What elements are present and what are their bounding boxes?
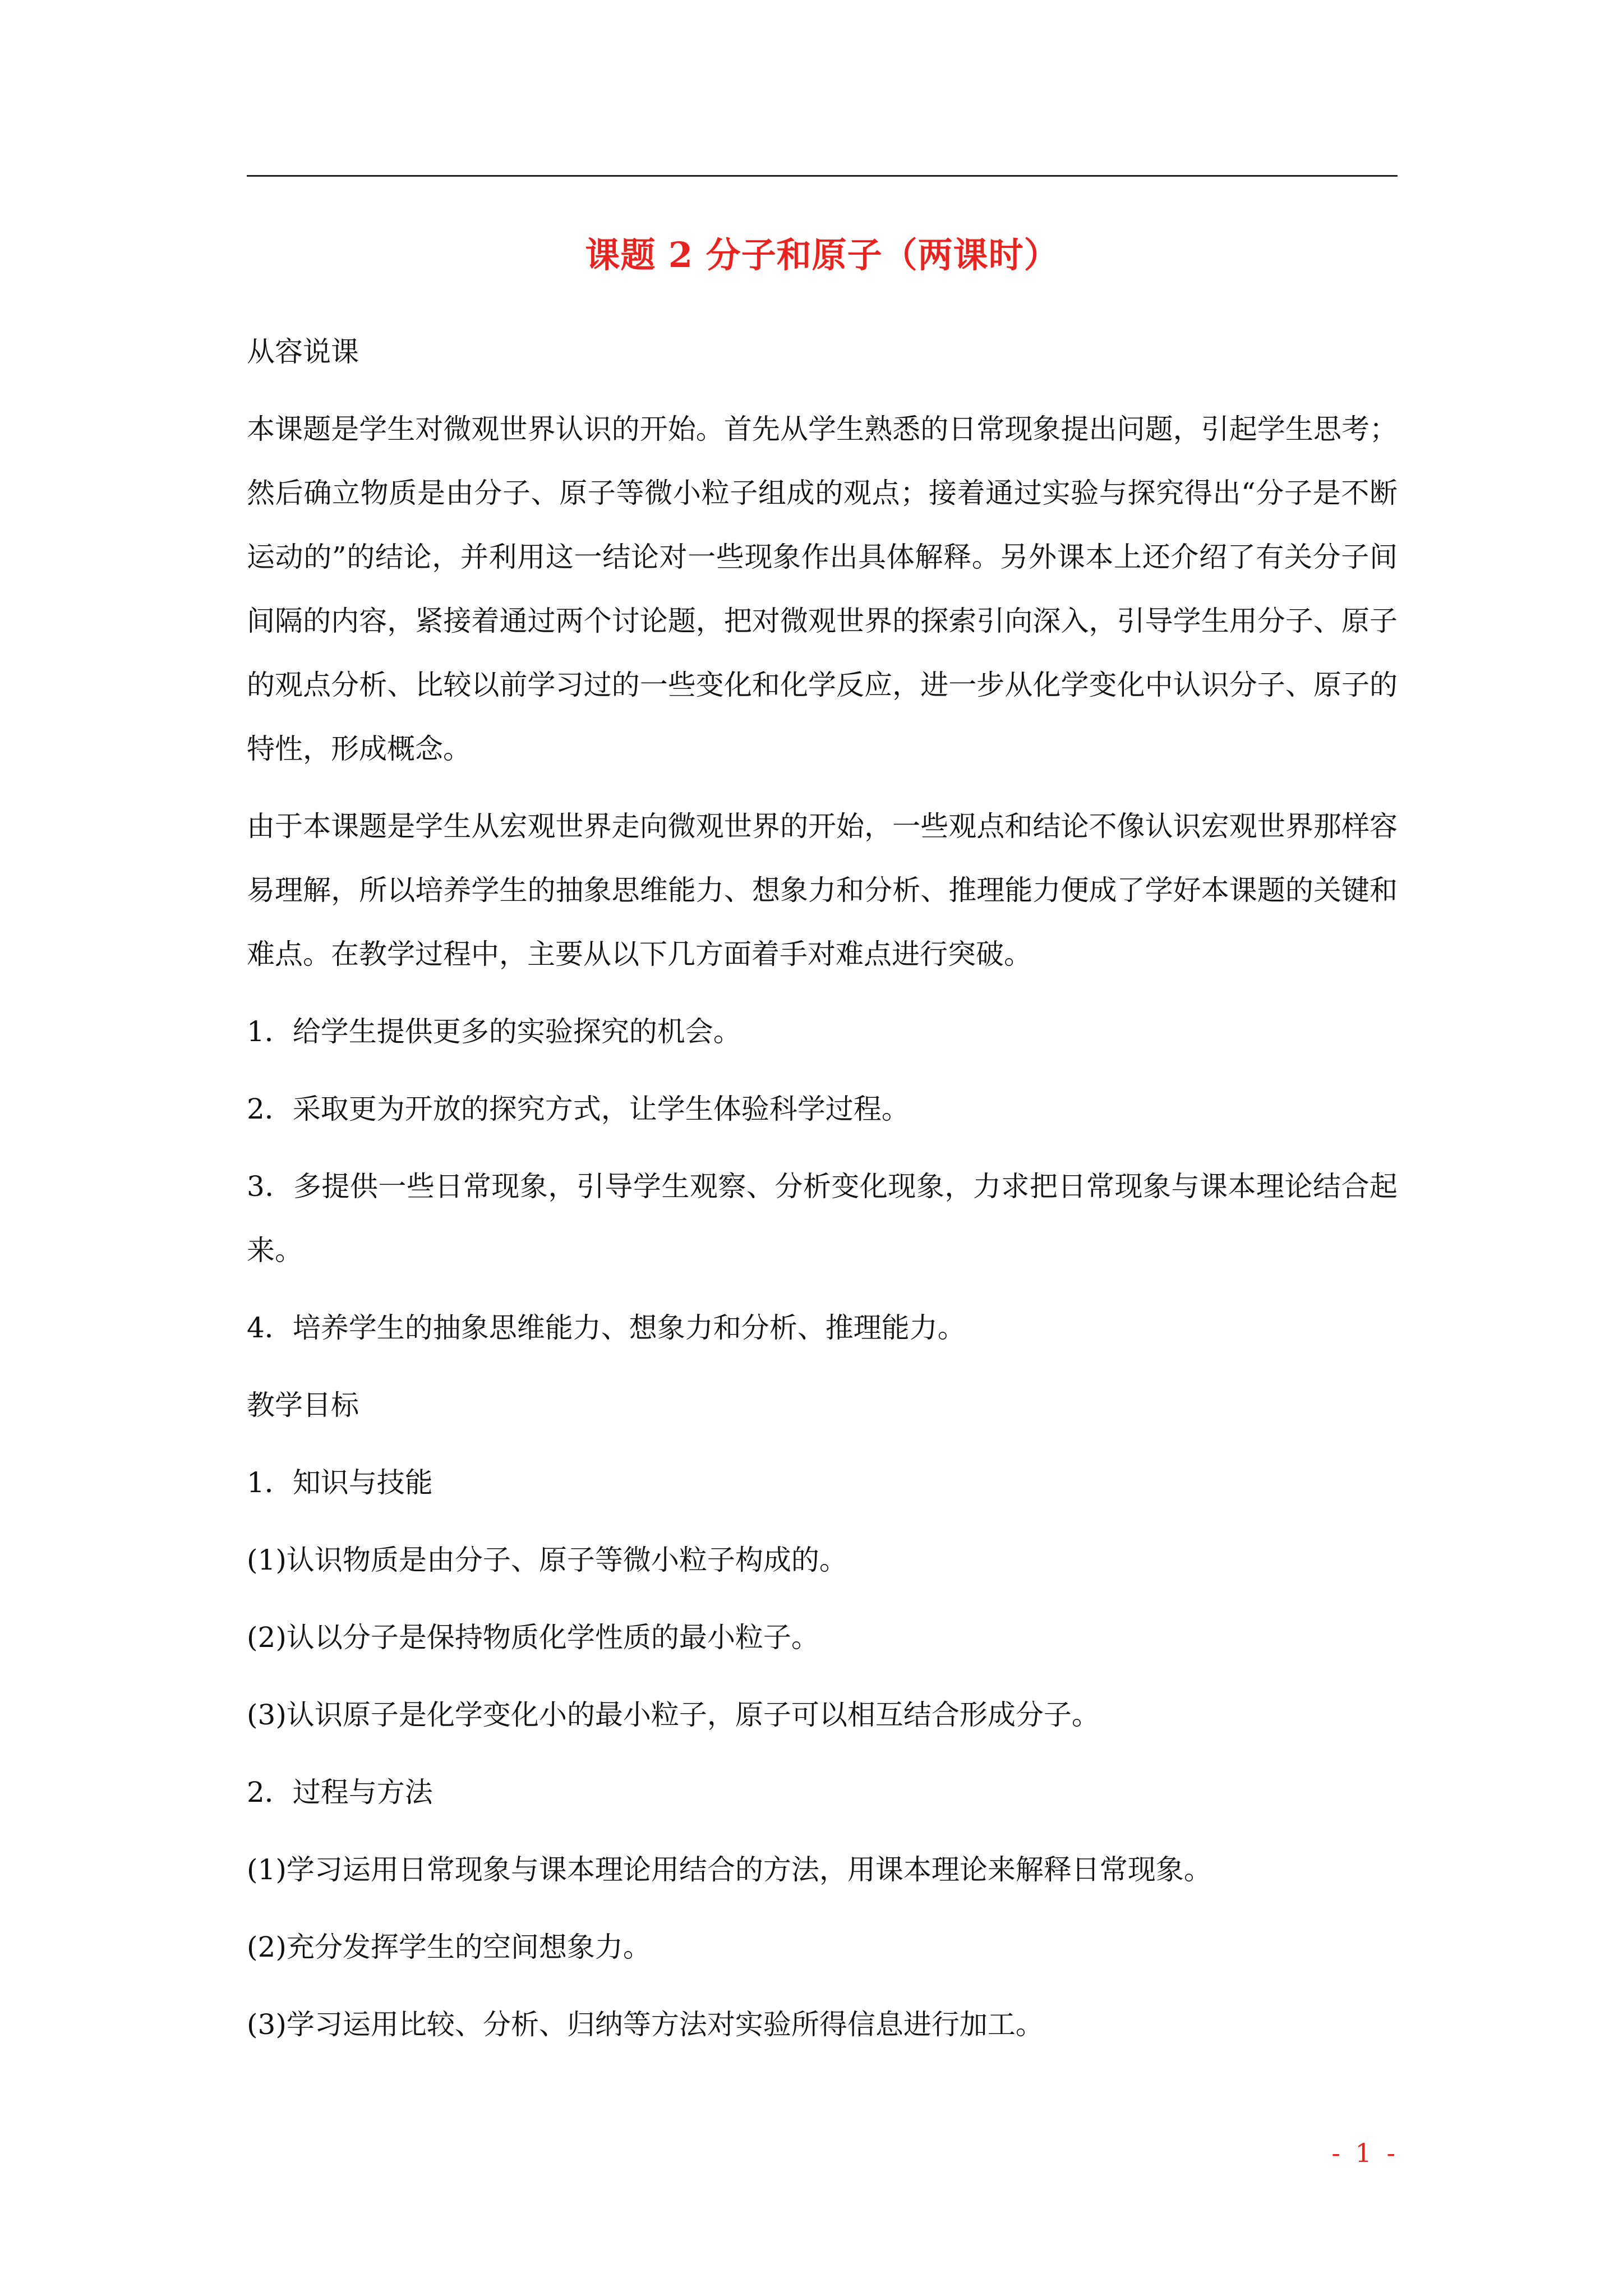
list-item-3: 3．多提供一些日常现象，引导学生观察、分析变化现象，力求把日常现象与课本理论结合起来。: [247, 1170, 1398, 1267]
goal-item-knowledge-3: (3)认识原子是化学变化小的最小粒子，原子可以相互结合形成分子。: [247, 1699, 1100, 1731]
section-heading-shuoke: 从容说课: [247, 335, 359, 368]
list-item-4: 4．培养学生的抽象思维能力、想象力和分析、推理能力。: [247, 1312, 966, 1344]
goal-item-knowledge-1: (1)认识物质是由分子、原子等微小粒子构成的。: [247, 1544, 847, 1576]
goal-item-process-1: (1)学习运用日常现象与课本理论用结合的方法，用课本理论来解释日常现象。: [247, 1853, 1212, 1886]
section-heading-goals: 教学目标: [247, 1389, 359, 1421]
body-paragraph-difficulty: 由于本课题是学生从宏观世界走向微观世界的开始，一些观点和结论不像认识宏观世界那样容易理解，所以培养学生的抽象思维能力、想象力和分析、推理能力便成了学好本课题的关键和难点。在教学过程中，主要从以下几方面着手对难点进行突破。: [247, 810, 1398, 970]
document-body: [247, 320, 1398, 2070]
subheading-process: 2．过程与方法: [247, 1776, 433, 1809]
body-paragraph-intro: 本课题是学生对微观世界认识的开始。首先从学生熟悉的日常现象提出问题，引起学生思考；然后确立物质是由分子、原子等微小粒子组成的观点；接着通过实验与探究得出“分子是不断运动的”的结论，并利用这一结论对一些现象作出具体解释。另外课本上还介绍了有关分子间间隔的内容，紧接着通过两个讨论题，把对微观世界的探索引向深入，引导学生用分子、原子的观点分析、比较以前学习过的一些变化和化学反应，进一步从化学变化中认识分子、原子的特性，形成概念。: [247, 413, 1398, 765]
goal-item-process-2: (2)充分发挥学生的空间想象力。: [247, 1931, 651, 1963]
goal-item-knowledge-2: (2)认以分子是保持物质化学性质的最小粒子。: [247, 1621, 819, 1654]
list-item-2: 2．采取更为开放的探究方式，让学生体验科学过程。: [247, 1093, 910, 1125]
goal-item-process-3: (3)学习运用比较、分析、归纳等方法对实验所得信息进行加工。: [247, 2008, 1044, 2041]
header-rule: [247, 175, 1398, 177]
subheading-knowledge: 1．知识与技能: [247, 1466, 433, 1499]
list-item-1: 1．给学生提供更多的实验探究的机会。: [247, 1015, 741, 1048]
page-number: - 1 -: [1331, 2138, 1399, 2168]
document-title: 课题 2 分子和原子（两课时）: [585, 234, 1059, 275]
